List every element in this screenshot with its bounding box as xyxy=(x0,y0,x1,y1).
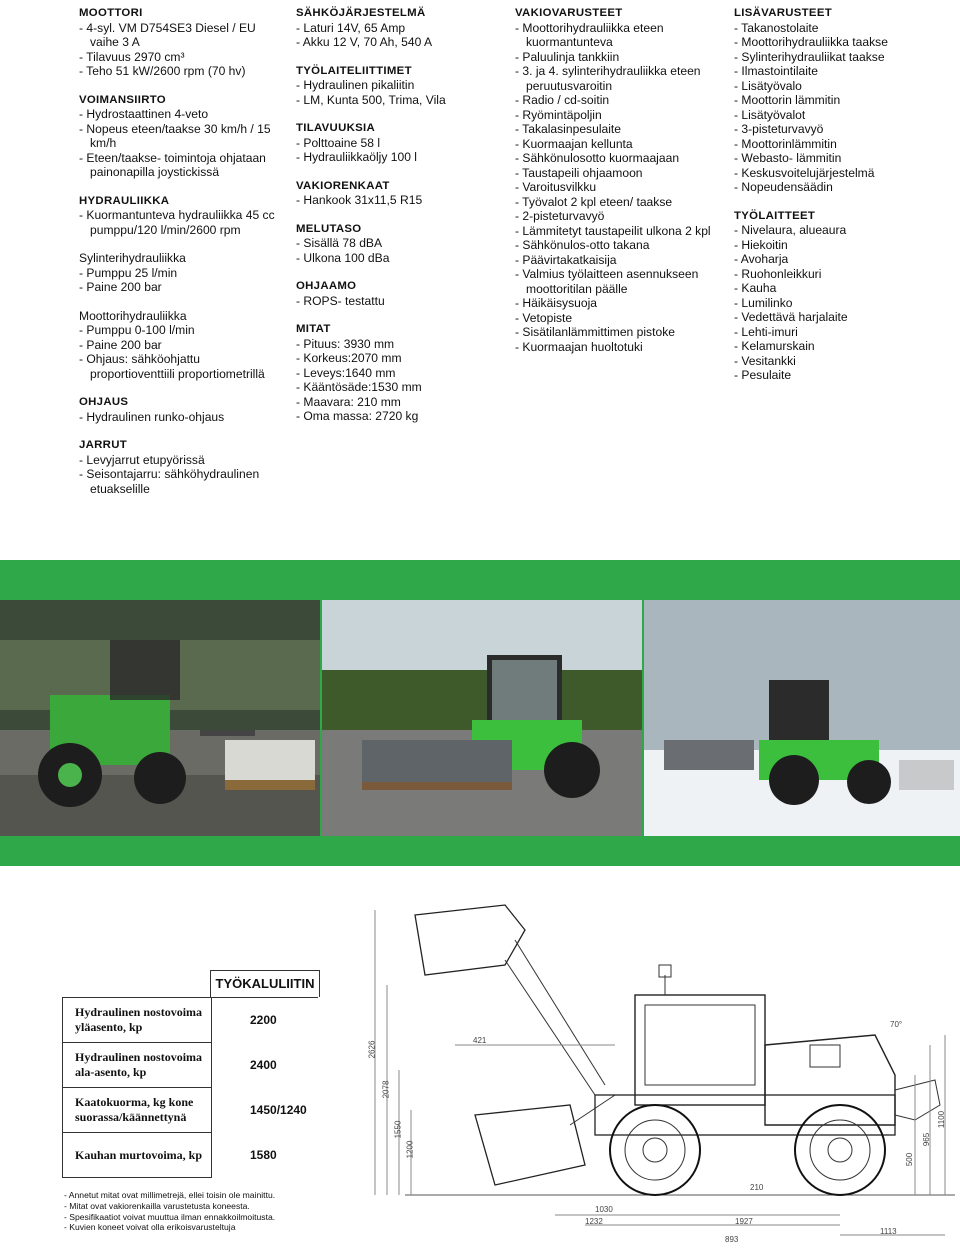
footnotes xyxy=(64,1190,364,1233)
spec-section xyxy=(296,121,501,165)
spec-section xyxy=(79,438,284,496)
tool-row-value: 2400 xyxy=(212,1043,319,1088)
spec-item: - Hydraulinen runko-ohjaus xyxy=(79,410,284,425)
spec-item: - Sisällä 78 dBA xyxy=(296,236,501,251)
specifications xyxy=(0,6,960,506)
spec-item: - Eteen/taakse- toimintoja ohjataan painonapilla joystickissä xyxy=(79,151,284,180)
tool-table-title: TYÖKALULIITIN xyxy=(210,970,320,997)
spec-item: - Laturi 14V, 65 Amp xyxy=(296,21,501,36)
spec-item: - Moottorin lämmitin xyxy=(734,93,954,108)
spec-section xyxy=(296,179,501,208)
spec-item: - 4-syl. VM D754SE3 Diesel / EU vaihe 3 A xyxy=(79,21,284,50)
tool-row-value: 1580 xyxy=(212,1133,319,1178)
spec-item: - Vesitankki xyxy=(734,354,954,369)
spec-item: - Ulkona 100 dBa xyxy=(296,251,501,266)
spec-item: - ROPS- testattu xyxy=(296,294,501,309)
section-heading: JARRUT xyxy=(79,439,127,451)
spec-item: - Hydrostaattinen 4-veto xyxy=(79,107,284,122)
spec-item: - Nopeudensäädin xyxy=(734,180,954,195)
spec-item: - Moottorihydrauliikka eteen kuormantunteva xyxy=(515,21,725,50)
dim-angle: 70° xyxy=(890,1020,903,1029)
spec-item: - Korkeus:2070 mm xyxy=(296,351,501,366)
spec-item: - 3-pisteturvavyö xyxy=(734,122,954,137)
spec-item: - LM, Kunta 500, Trima, Vila xyxy=(296,93,501,108)
spec-section xyxy=(296,64,501,108)
photo-snow-plough xyxy=(644,600,960,836)
spec-item: - 2-pisteturvavyö xyxy=(515,209,725,224)
spec-item: - Paine 200 bar xyxy=(79,280,284,295)
spec-item: - Lisätyövalo xyxy=(734,79,954,94)
spec-section xyxy=(296,6,501,50)
spec-item: - Sähkönulosotto kuormaajaan xyxy=(515,151,725,166)
dim-2626: 2626 xyxy=(367,1040,377,1059)
dim-1550: 1550 xyxy=(393,1120,403,1139)
spec-item: - Hiekoitin xyxy=(734,238,954,253)
photo-sweeper xyxy=(322,600,642,836)
spec-item: - Maavara: 210 mm xyxy=(296,395,501,410)
spec-item: - Kuormantunteva hydrauliikka 45 cc pumppu/120 l/min/2600 rpm xyxy=(79,208,284,237)
dim-2078: 2078 xyxy=(381,1080,391,1099)
spec-item: - Häikäisysuoja xyxy=(515,296,725,311)
spec-item: - Paluulinja tankkiin xyxy=(515,50,725,65)
spec-section xyxy=(296,222,501,266)
spec-item: - Kauha xyxy=(734,281,954,296)
spec-item: - Varoitusvilkku xyxy=(515,180,725,195)
spec-item: - Valmius työlaitteen asennukseen moottoritilan päälle xyxy=(515,267,725,296)
section-heading: OHJAAMO xyxy=(296,280,357,292)
dim-893: 893 xyxy=(725,1235,739,1244)
dim-1030: 1030 xyxy=(595,1205,613,1214)
spec-item: - Työvalot 2 kpl eteen/ taakse xyxy=(515,195,725,210)
spec-item: - Vedettävä harjalaite xyxy=(734,310,954,325)
spec-item: - Moottorinlämmitin xyxy=(734,137,954,152)
spec-item: - Lisätyövalot xyxy=(734,108,954,123)
spec-item: - Hydraulinen pikaliitin xyxy=(296,78,501,93)
footnote: - Annetut mitat ovat millimetrejä, ellei toisin ole mainittu. xyxy=(64,1190,364,1201)
footnote: - Mitat ovat vakiorenkailla varustetusta koneesta. xyxy=(64,1201,364,1212)
section-heading: TILAVUUKSIA xyxy=(296,122,376,134)
spec-item: - Pumppu 25 l/min xyxy=(79,266,284,281)
spec-section xyxy=(734,6,954,195)
tool-row-label: Hydraulinen nostovoima ala-asento, kp xyxy=(63,1043,212,1088)
dim-1232: 1232 xyxy=(585,1217,603,1226)
footnote: - Kuvien koneet voivat olla erikoisvarusteltuja xyxy=(64,1222,364,1233)
spec-item: - Sähkönulos-otto takana xyxy=(515,238,725,253)
section-heading: SÄHKÖJÄRJESTELMÄ xyxy=(296,7,426,19)
section-heading: TYÖLAITTEET xyxy=(734,209,816,222)
section-heading: HYDRAULIIKKA xyxy=(79,194,170,207)
spec-column-3 xyxy=(515,6,725,368)
spec-section xyxy=(515,6,725,354)
section-heading: MOOTTORI xyxy=(79,7,143,19)
section-subheading: Sylinterihydrauliikka xyxy=(79,251,186,265)
spec-item: - Hydrauliikkaöljy 100 l xyxy=(296,150,501,165)
tool-row-value: 2200 xyxy=(212,998,319,1043)
dim-965: 965 xyxy=(922,1132,932,1147)
spec-item: - Pituus: 3930 mm xyxy=(296,337,501,352)
spec-item: - Takanostolaite xyxy=(734,21,954,36)
spec-section xyxy=(734,209,954,383)
spec-item: - Takalasinpesulaite xyxy=(515,122,725,137)
tool-table-row xyxy=(63,1088,319,1133)
spec-item: - Ryömintäpoljin xyxy=(515,108,725,123)
spec-column-1 xyxy=(79,6,284,510)
spec-section xyxy=(296,279,501,308)
spec-item: - Lehti-imuri xyxy=(734,325,954,340)
spec-item: - Kuormaajan huoltotuki xyxy=(515,340,725,355)
dim-500: 500 xyxy=(905,1152,915,1167)
tool-table-row xyxy=(63,998,319,1043)
photo-loader-pallet xyxy=(0,600,320,836)
section-heading: TYÖLAITELIITTIMET xyxy=(296,64,412,77)
dim-1200: 1200 xyxy=(405,1140,415,1159)
spec-item: - Taustapeili ohjaamoon xyxy=(515,166,725,181)
tool-row-label: Kauhan murtovoima, kp xyxy=(63,1133,212,1178)
spec-item: - Leveys:1640 mm xyxy=(296,366,501,381)
dim-421: 421 xyxy=(473,1036,487,1045)
section-heading: MITAT xyxy=(296,323,331,335)
spec-item: - Akku 12 V, 70 Ah, 540 A xyxy=(296,35,501,50)
section-heading: MELUTASO xyxy=(296,222,362,235)
spec-item: - Moottorihydrauliikka taakse xyxy=(734,35,954,50)
spec-item: - Paine 200 bar xyxy=(79,338,284,353)
dim-1927: 1927 xyxy=(735,1217,753,1226)
spec-item: - Pumppu 0-100 l/min xyxy=(79,323,284,338)
spec-item: - Sylinterihydrauliikat taakse xyxy=(734,50,954,65)
spec-section xyxy=(79,251,284,295)
spec-section xyxy=(79,194,284,238)
spec-item: - Polttoaine 58 l xyxy=(296,136,501,151)
section-heading: VAKIOVARUSTEET xyxy=(515,7,623,19)
spec-item: - Kääntösäde:1530 mm xyxy=(296,380,501,395)
spec-item: - Levyjarrut etupyörissä xyxy=(79,453,284,468)
spec-section xyxy=(79,309,284,382)
footnote: - Spesifikaatiot voivat muuttua ilman ennakkoilmoitusta. xyxy=(64,1212,364,1223)
spec-item: - Pesulaite xyxy=(734,368,954,383)
spec-item: - Webasto- lämmitin xyxy=(734,151,954,166)
section-heading: OHJAUS xyxy=(79,396,129,408)
section-subheading: Moottorihydrauliikka xyxy=(79,308,187,323)
spec-item: - Kuormaajan kellunta xyxy=(515,137,725,152)
spec-item: - Keskusvoitelujärjestelmä xyxy=(734,166,954,181)
spec-item: - Lämmitetyt taustapeilit ulkona 2 kpl xyxy=(515,224,725,239)
spec-item: - Nivelaura, alueaura xyxy=(734,223,954,238)
section-heading: VAKIORENKAAT xyxy=(296,179,390,192)
spec-item: - Tilavuus 2970 cm³ xyxy=(79,50,284,65)
dimension-drawing xyxy=(355,895,960,1245)
dim-1113: 1113 xyxy=(880,1227,897,1236)
spec-column-4 xyxy=(734,6,954,397)
section-heading: VOIMANSIIRTO xyxy=(79,93,166,106)
spec-item: - Nopeus eteen/taakse 30 km/h / 15 km/h xyxy=(79,122,284,151)
dim-210: 210 xyxy=(750,1183,764,1192)
tool-row-label: Kaatokuorma, kg kone suorassa/käännettynä xyxy=(63,1088,212,1133)
spec-item: - Sisätilanlämmittimen pistoke xyxy=(515,325,725,340)
spec-item: - Oma massa: 2720 kg xyxy=(296,409,501,424)
spec-item: - Päävirtakatkaisija xyxy=(515,253,725,268)
spec-item: - Avoharja xyxy=(734,252,954,267)
spec-item: - Ruohonleikkuri xyxy=(734,267,954,282)
spec-item: - Ilmastointilaite xyxy=(734,64,954,79)
section-heading: LISÄVARUSTEET xyxy=(734,7,832,19)
spec-item: - Hankook 31x11,5 R15 xyxy=(296,193,501,208)
tool-row-label: Hydraulinen nostovoima yläasento, kp xyxy=(63,998,212,1043)
tool-table xyxy=(62,997,318,1178)
spec-item: - Radio / cd-soitin xyxy=(515,93,725,108)
spec-item: - Vetopiste xyxy=(515,311,725,326)
spec-section xyxy=(296,322,501,424)
spec-section xyxy=(79,93,284,180)
tool-table-row xyxy=(63,1133,319,1178)
spec-item: - Teho 51 kW/2600 rpm (70 hv) xyxy=(79,64,284,79)
spec-item: - Lumilinko xyxy=(734,296,954,311)
tool-table-row xyxy=(63,1043,319,1088)
spec-section xyxy=(79,6,284,79)
spec-item: - 3. ja 4. sylinterihydrauliikka eteen peruutusvaroitin xyxy=(515,64,725,93)
spec-item: - Kelamurskain xyxy=(734,339,954,354)
spec-item: - Ohjaus: sähköohjattu proportioventtiili proportiometrillä xyxy=(79,352,284,381)
dim-1100: 1100 xyxy=(937,1110,947,1129)
spec-section xyxy=(79,395,284,424)
spec-item: - Seisontajarru: sähköhydraulinen etuakselille xyxy=(79,467,284,496)
tool-row-value: 1450/1240 xyxy=(212,1088,319,1133)
spec-column-2 xyxy=(296,6,501,438)
